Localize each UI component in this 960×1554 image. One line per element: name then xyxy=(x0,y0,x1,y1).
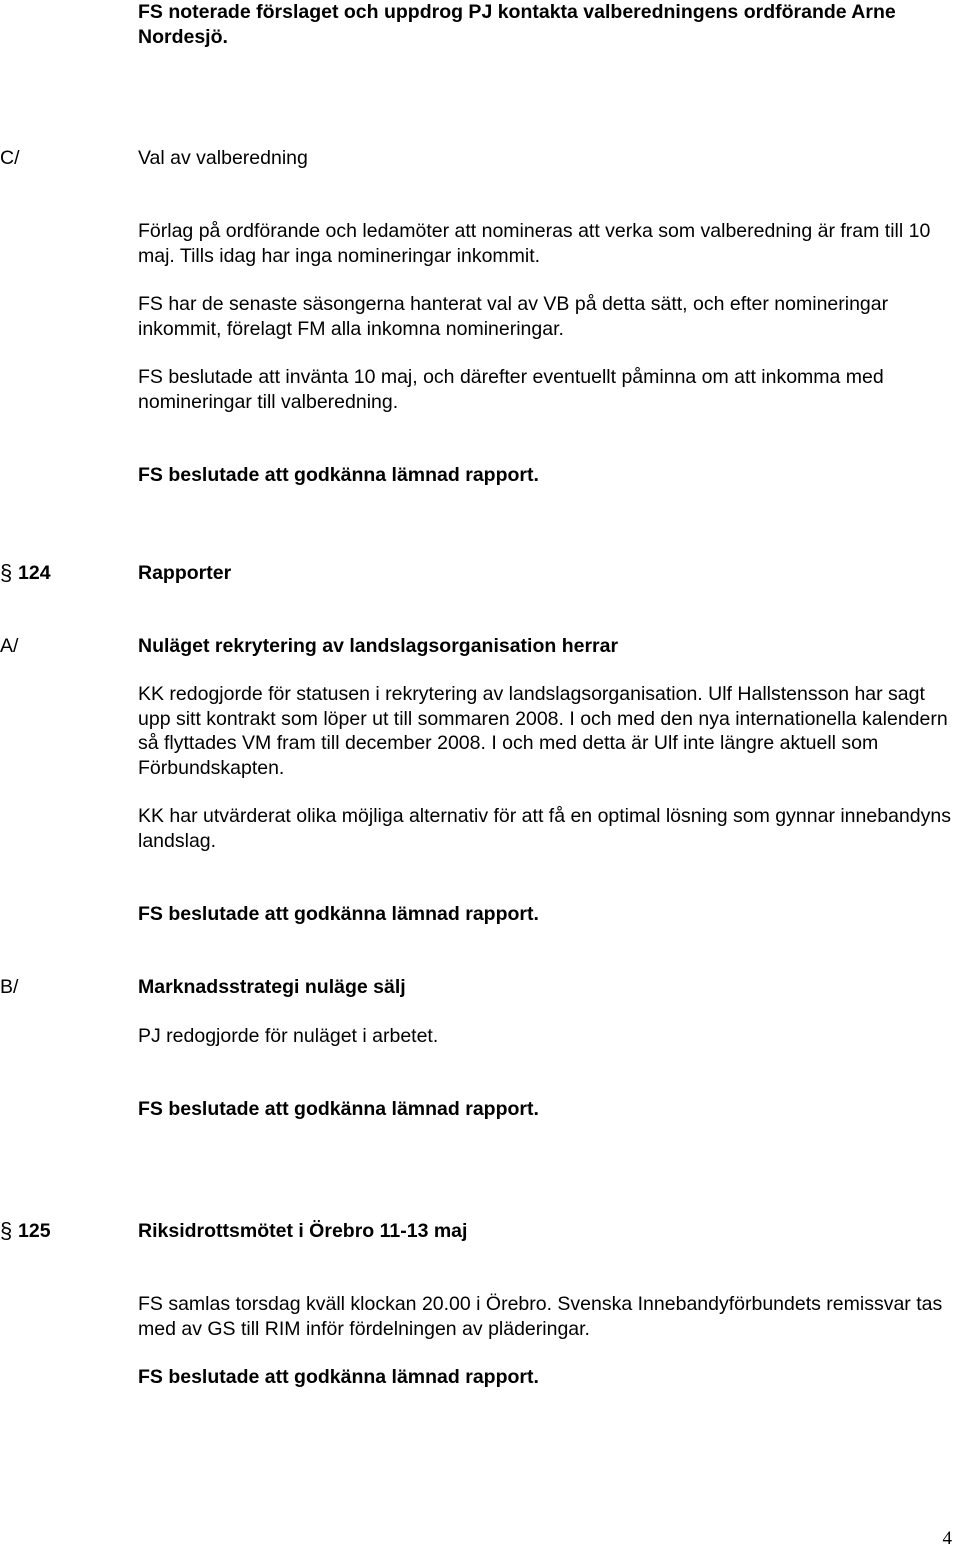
sub-a-marker: A/ xyxy=(0,635,19,657)
section-125-decision: FS beslutade att godkänna lämnad rapport. xyxy=(138,1366,539,1388)
sub-a-heading: Nuläget rekrytering av landslagsorganisation herrar xyxy=(138,635,619,657)
section-124-paragraph-symbol: § xyxy=(0,560,13,585)
section-124-number: 124 xyxy=(18,562,51,584)
sub-a-paragraph-1: KK redogjorde för statusen i rekrytering av landslagsorganisation. Ulf Hallstensson har sagt upp sitt kontrakt som löper ut till sommaren 2008. I och med den nya internationella kalendern så flyttades VM fram till december 2008. I och med detta är Ulf inte längre aktuell som Förbundskapten. xyxy=(138,683,948,779)
section-125-heading: Riksidrottsmötet i Örebro 11-13 maj xyxy=(138,1220,468,1242)
section-125-paragraph-1: FS samlas torsdag kväll klockan 20.00 i Örebro. Svenska Innebandyförbundets remissvar tas med av GS till RIM inför fördelningen av pläderingar. xyxy=(138,1293,943,1340)
section-c-heading: Val av valberedning xyxy=(138,147,308,169)
page-number: 4 xyxy=(942,1528,952,1549)
sub-b-heading: Marknadsstrategi nuläge sälj xyxy=(138,976,406,998)
sub-b-marker: B/ xyxy=(0,976,19,998)
sub-b-paragraph-1: PJ redogjorde för nuläget i arbetet. xyxy=(138,1025,439,1047)
section-c-paragraph-2: FS har de senaste säsongerna hanterat val av VB på detta sätt, och efter nomineringar inkommit, förelagt FM alla inkomna nomineringar. xyxy=(138,293,889,340)
intro-paragraph: FS noterade förslaget och uppdrog PJ kontakta valberedningens ordförande Arne Nordesjö. xyxy=(138,1,896,48)
section-c-marker: C/ xyxy=(0,147,20,169)
section-c-paragraph-3: FS beslutade att invänta 10 maj, och därefter eventuellt påminna om att inkomma med nomineringar till valberedning. xyxy=(138,366,884,413)
section-124-heading: Rapporter xyxy=(138,562,232,584)
sub-a-decision: FS beslutade att godkänna lämnad rapport. xyxy=(138,903,539,925)
sub-b-decision: FS beslutade att godkänna lämnad rapport. xyxy=(138,1098,539,1120)
section-125-paragraph-symbol: § xyxy=(0,1218,13,1243)
section-c-decision: FS beslutade att godkänna lämnad rapport. xyxy=(138,464,539,486)
sub-a-paragraph-2: KK har utvärderat olika möjliga alternativ för att få en optimal lösning som gynnar innebandyns landslag. xyxy=(138,805,951,852)
section-125-number: 125 xyxy=(18,1220,51,1242)
section-c-paragraph-1: Förlag på ordförande och ledamöter att nomineras att verka som valberedning är fram till 10 maj. Tills idag har inga nomineringar inkommit. xyxy=(138,220,931,267)
